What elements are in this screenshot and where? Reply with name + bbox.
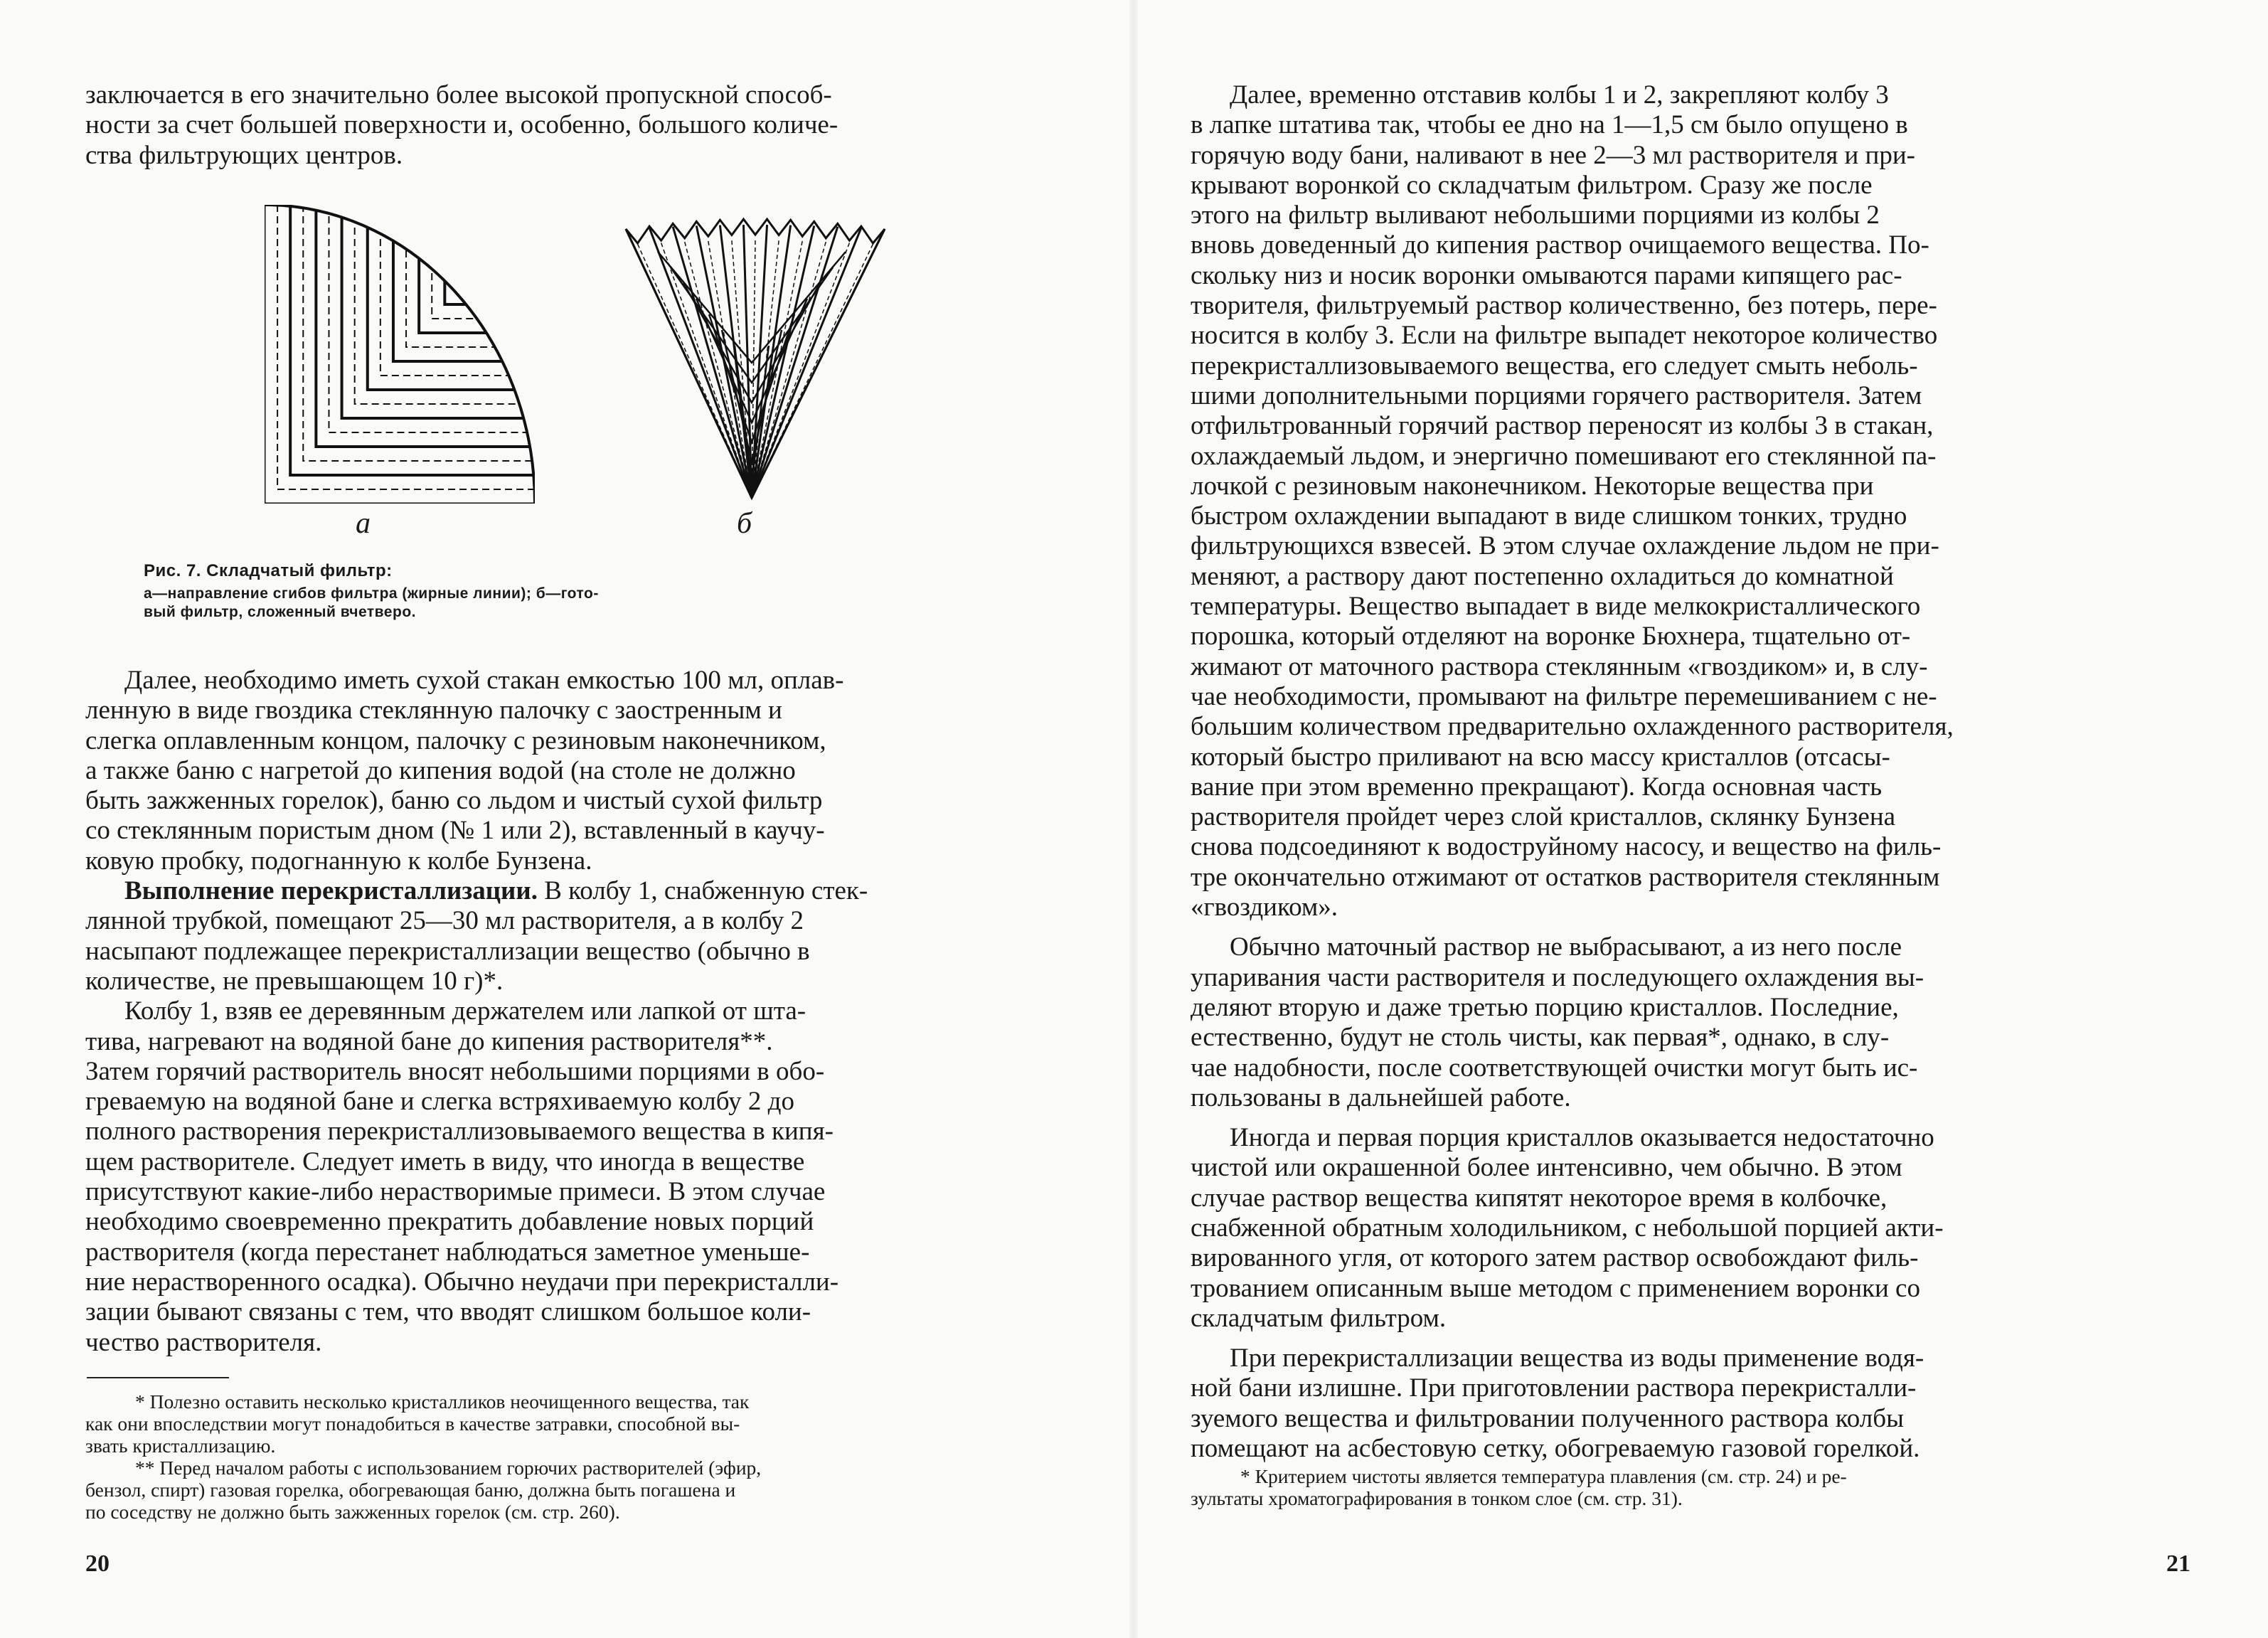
text-run: В колбу 1, снабженную стек- [537,876,868,906]
section-heading: Выполнение перекристаллизации. [124,876,538,906]
text-line: отфильтрованный горячий раствор переносят из колбы 3 в стакан, [1191,411,1934,441]
text-line: порошка, который отделяют на воронке Бюхнера, тщательно от- [1191,622,1911,652]
text-line: «гвоздиком». [1191,893,1338,922]
left-intro-text [85,80,1042,171]
text-line: быть зажженных горелок), баню со льдом и чистый сухой фильтр [85,786,823,816]
text-line: фильтрующихся взвесей. В этом случае охлаждение льдом не при- [1191,531,1939,561]
text-line: этого на фильтр выливают небольшими порциями из колбы 2 [1191,201,1880,230]
text-line: в лапке штатива так, чтобы ее дно на 1—1,5 см было опущено в [1191,110,1908,140]
text-line: ние нерастворенного осадка). Обычно неудачи при перекристалли- [85,1267,839,1297]
fold-line [496,205,535,248]
page-number: 21 [2166,1551,2190,1577]
text-line: носится в колбу 3. Если на фильтре выпадет некоторое количество [1191,321,1938,351]
footnote-line: зультаты хроматографирования в тонком слое (см. стр. 31). [1191,1487,1683,1509]
text-line: помещают на асбестовую сетку, обогреваемую газовой горелкой. [1191,1434,1920,1464]
text-line: трованием описанным выше методом с применением воронки со [1191,1273,1920,1303]
text-line: ной бани излишне. При приготовлении раствора перекристалли- [1191,1373,1917,1403]
text-line: упаривания части растворителя и последующего охлаждения вы- [1191,962,1924,992]
text-line: лочкой с резиновым наконечником. Некоторые вещества при [1191,471,1874,501]
text-line: творителя, фильтруемый раствор количественно, без потерь, пере- [1191,291,1937,321]
text-line: присутствуют какие-либо нерастворимые примеси. В этом случае [85,1177,826,1207]
text-line: вание при этом временно прекращают). Когда основная часть [1191,772,1883,802]
right-footnote [1191,1465,2197,1509]
text-line: Обычно маточный раствор не выбрасывают, а из него после [1230,932,1902,962]
text-line: естественно, будут не столь чисты, как первая*, однако, в слу- [1191,1023,1890,1053]
text-line: горячую воду бани, наливают в нее 2—3 мл растворителя и при- [1191,140,1915,170]
fold-line [419,205,535,333]
text-line: скольку низ и носик воронки омываются парами кипящего рас- [1191,260,1902,290]
text-line: шими дополнительными порциями горячего растворителя. Затем [1191,381,1922,410]
text-line: Затем горячий растворитель вносят небольшими порциями в обо- [85,1056,825,1086]
text-line: зуемого вещества и фильтровании полученного раствора колбы [1191,1403,1904,1433]
figure-a-fold-diagram [265,205,535,504]
text-line: Колбу 1, взяв ее деревянным держателем или лапкой от шта- [124,996,806,1026]
text-line: ности за счет большей поверхности и, особенно, большого количе- [85,110,838,140]
text-line: деляют вторую и даже третью порцию кристаллов. Последние, [1191,992,1899,1022]
footnote-line: * Полезно оставить несколько кристалликов неочищенного вещества, так [135,1390,750,1413]
right-main-text [1191,80,2197,1464]
text-line: жимают от маточного раствора стеклянным «гвоздиком» и, в слу- [1191,652,1928,681]
text-line: чество растворителя. [85,1327,322,1357]
text-line: ства фильтрующих центров. [85,140,403,170]
text-line: растворителя (когда перестанет наблюдаться заметное уменьше- [85,1237,810,1267]
text-line: вновь доведенный до кипения раствор очищаемого вещества. По- [1191,230,1929,260]
text-line: который быстро приливают на всю массу кристаллов (отсасы- [1191,742,1890,772]
pleat-line [626,229,752,498]
fold-line [380,205,535,376]
text-line: со стеклянным пористым дном (№ 1 или 2), вставленный в каучу- [85,816,825,846]
text-line: снабженной обратным холодильником, с небольшой порцией акти- [1191,1213,1944,1243]
text-line: большим количеством предварительно охлажденного растворителя, [1191,712,1954,742]
footnote-line: бензол, спирт) газовая горелка, обогревающая баню, должна быть погашена и [85,1479,736,1501]
text-line: крывают воронкой со складчатым фильтром. Сразу же после [1191,170,1873,200]
text-line: перекристаллизовываемого вещества, его следует смыть неболь- [1191,351,1918,381]
text-line: чае надобности, после соответствующей очистки могут быть ис- [1191,1053,1918,1083]
text-line: растворителя пройдет через слой кристаллов, склянку Бунзена [1191,802,1896,832]
figure-label-b: б [737,507,752,540]
text-line: лянной трубкой, помещают 25—30 мл растворителя, а в колбу 2 [85,906,804,936]
text-line: тре окончательно отжимают от остатков растворителя стеклянным [1191,862,1940,892]
figure-caption [144,562,919,622]
pleat-line [752,228,861,498]
footnote-line: * Критерием чистоты является температура плавления (см. стр. 24) и ре- [1240,1465,1847,1487]
text-line: пользованы в дальнейшей работе. [1191,1083,1571,1112]
chevron-fold [683,283,820,403]
text-line: охлаждаемый льдом, и энергично помешивают его стеклянной па- [1191,441,1937,471]
text-line: щем растворителе. Следует иметь в виду, что иногда в веществе [85,1147,805,1176]
text-line: складчатым фильтром. [1191,1303,1447,1333]
text-line: вированного угля, от которого затем раствор освобождают филь- [1191,1243,1919,1273]
fold-line [406,205,535,347]
fold-line [484,205,535,262]
chevron-fold [671,267,833,383]
text-line: зации бывают связаны с тем, что вводят слишком большое коли- [85,1297,811,1327]
text-line: ленную в виде гвоздика стеклянную палочку с заостренным и [85,696,782,725]
text-line: температуры. Вещество выпадает в виде мелкокристаллического [1191,592,1921,622]
caption-title: Рис. 7. Складчатый фильтр: [144,561,393,580]
fold-line [342,205,535,418]
fold-line [316,205,535,447]
caption-line: вый фильтр, сложенный вчетверо. [144,604,416,620]
text-line: Иногда и первая порция кристаллов оказывается недостаточно [1230,1123,1934,1153]
left-main-text [85,666,1042,1358]
text-line: быстром охлаждении выпадают в виде слишком тонких, трудно [1191,501,1907,531]
footnote-rule [87,1377,229,1378]
text-line: чае необходимости, промывают на фильтре перемешиванием с не- [1191,681,1937,711]
text-line: меняют, а раствору дают постепенно охладиться до комнатной [1191,561,1894,591]
text-line: снова подсоединяют к водоструйному насосу, и вещество на филь- [1191,832,1942,862]
caption-line: а—направление сгибов фильтра (жирные линии); б—гото- [144,585,599,602]
fold-line [457,205,535,290]
text-line: количестве, не превышающем 10 г)*. [85,966,504,996]
text-line: Далее, необходимо иметь сухой стакан емкостью 100 мл, оплав- [124,666,844,695]
footnote-line: по соседству не должно быть зажженных горелок (см. стр. 260). [85,1501,620,1523]
text-line: случае раствор вещества кипятят некоторое время в колбочке, [1191,1183,1888,1213]
figure-b-folded-filter [620,208,890,506]
fold-line [432,205,535,319]
text-line: При перекристаллизации вещества из воды применение водя- [1230,1344,1924,1373]
fold-line [509,205,535,233]
text-line: а также баню с нагретой до кипения водой (на столе не должно [85,755,796,785]
fold-line [444,205,535,304]
left-footnotes [85,1390,1042,1523]
text-line: чистой или окрашенной более интенсивно, чем обычно. В этом [1191,1153,1902,1183]
text-line: греваемую на водяной бане и слегка встряхиваемую колбу 2 до [85,1087,794,1117]
text-line: тива, нагревают на водяной бане до кипения растворителя**. [85,1026,773,1056]
pleat-line [673,227,752,498]
fold-line [471,205,535,276]
right-page [1134,0,2268,1638]
text-line: полного растворения перекристаллизовываемого вещества в кипя- [85,1117,834,1147]
footnote-line: ** Перед началом работы с использованием горючих растворителей (эфир, [135,1457,762,1479]
pleat-line [752,225,814,498]
text-line: слегка оплавленным концом, палочку с резиновым наконечником, [85,725,826,755]
page-number: 20 [85,1551,110,1577]
text-line: ковую пробку, подогнанную к колбе Бунзена. [85,846,592,876]
footnote-line: как они впоследствии могут понадобиться в качестве затравки, способной вы- [85,1413,740,1435]
fold-line [393,205,535,361]
figure-label-a: а [356,507,371,540]
text-line: заключается в его значительно более высокой пропускной способ- [85,80,832,110]
text-line: Далее, временно отставив колбы 1 и 2, закрепляют колбу 3 [1230,80,1889,110]
footnote-line: звать кристаллизацию. [85,1435,276,1457]
fold-line [290,205,535,475]
text-line [85,876,1042,906]
text-line: необходимо своевременно прекратить добавление новых порций [85,1207,814,1237]
fold-line [522,205,535,219]
text-line: насыпают подлежащее перекристаллизации вещество (обычно в [85,936,810,966]
